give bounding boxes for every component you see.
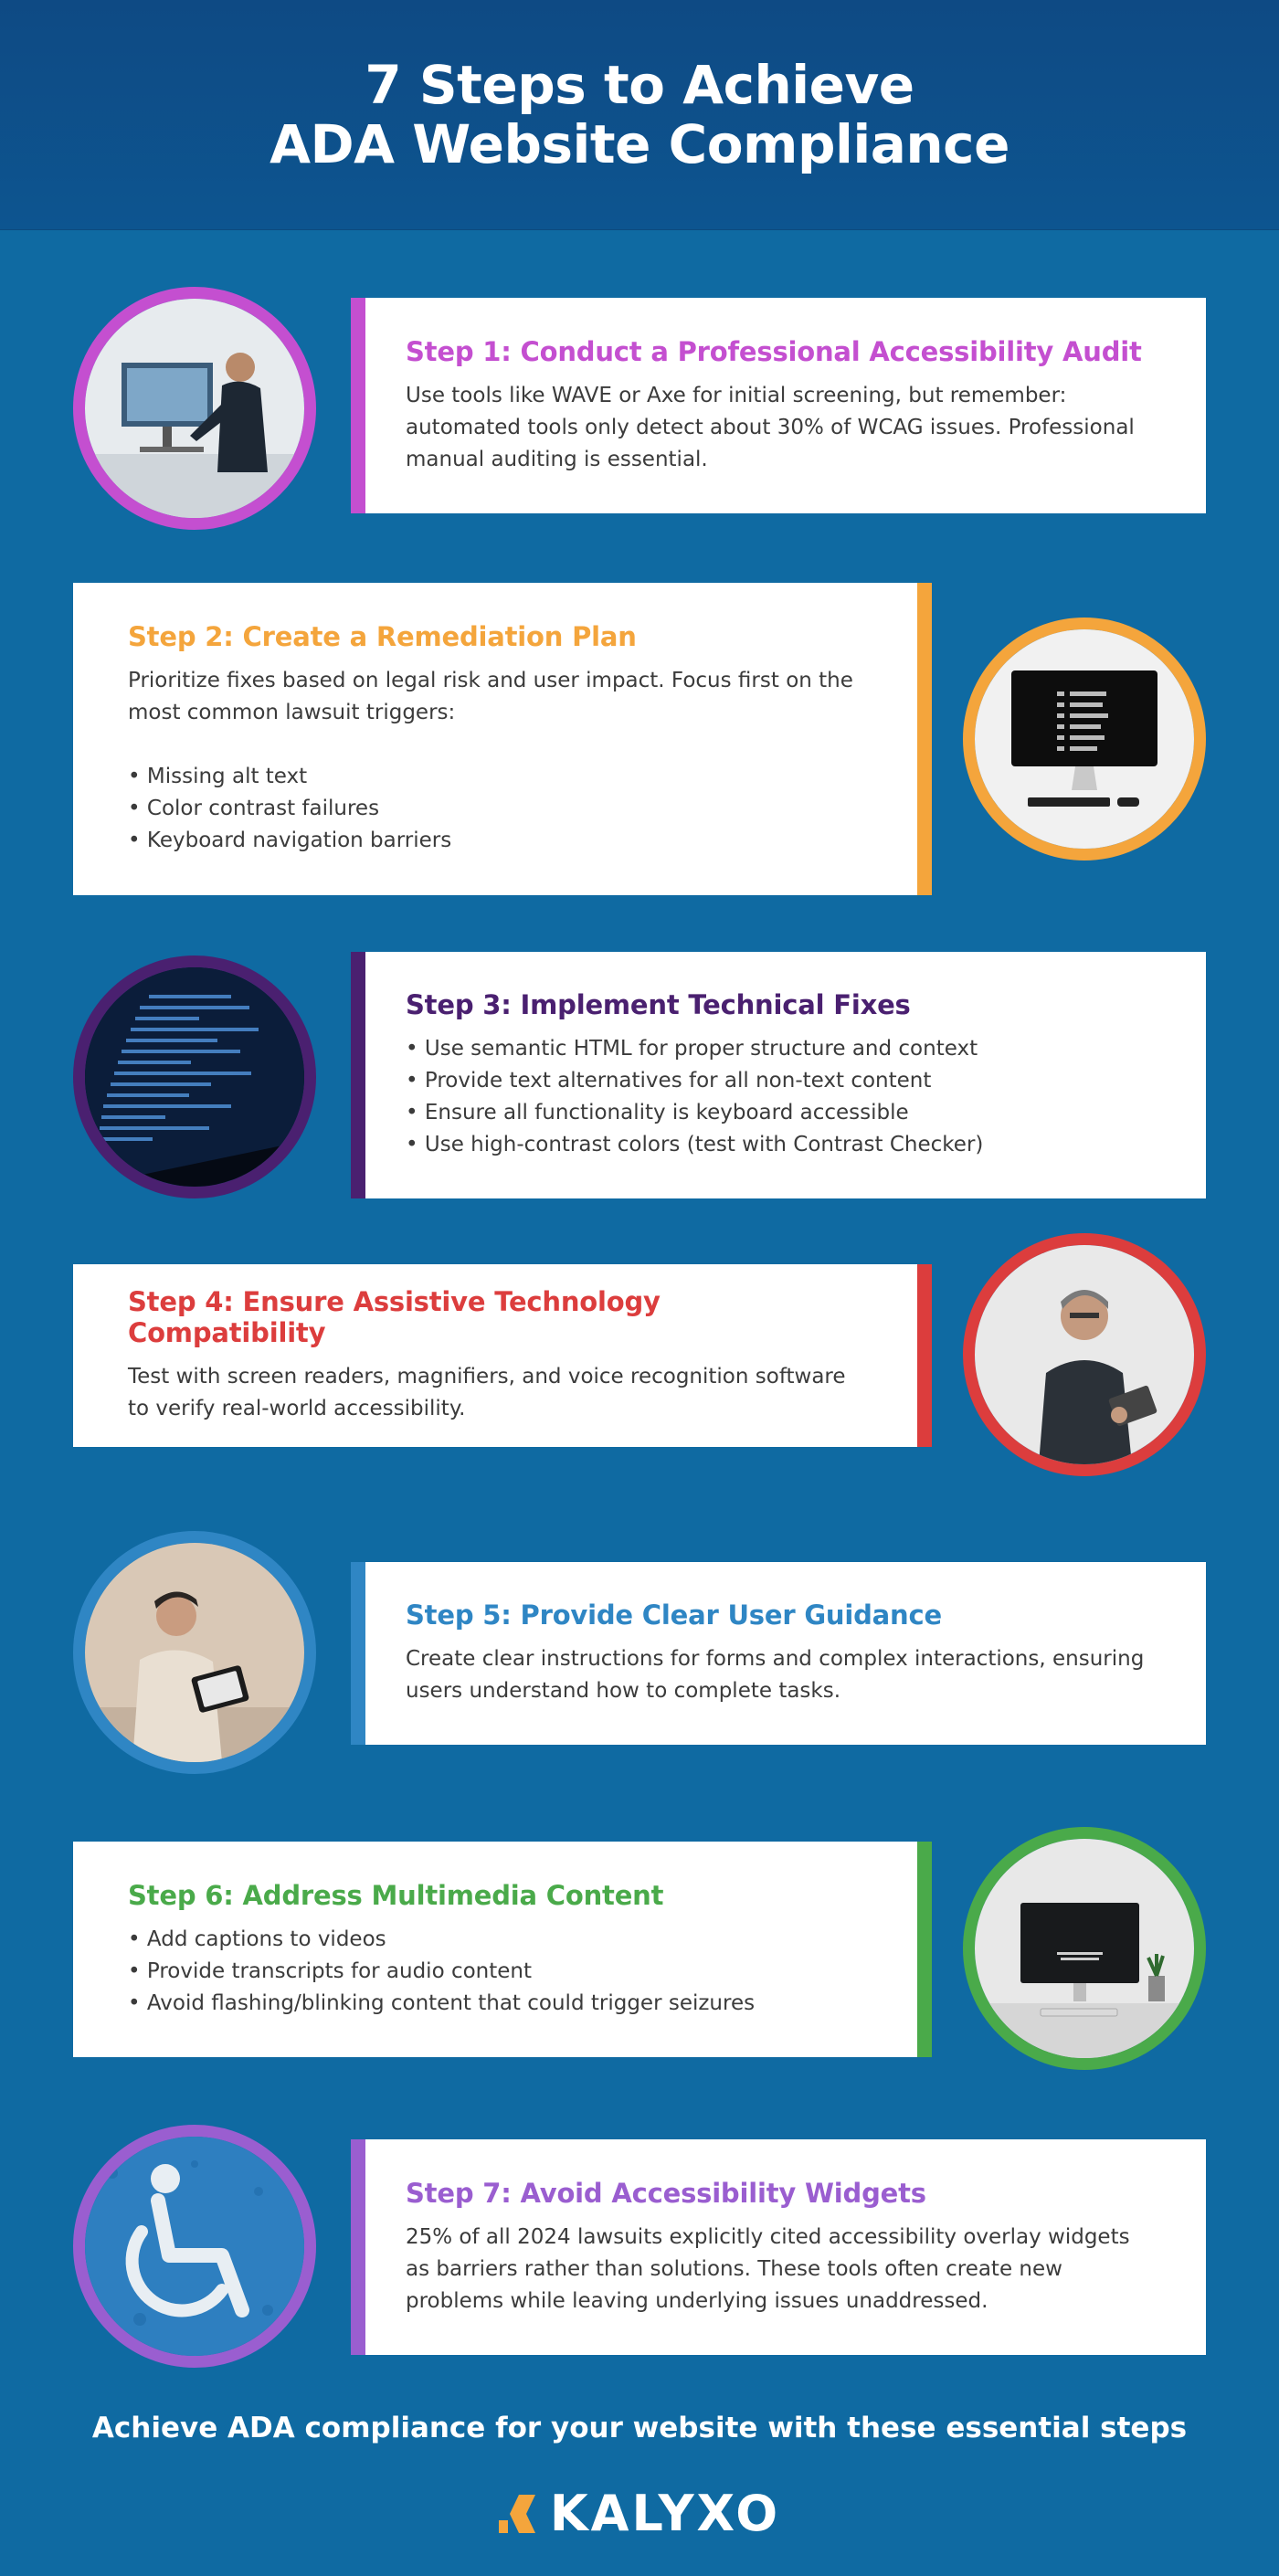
step-7-body: 25% of all 2024 lawsuits explicitly cited accessibility overlay widgets as barriers rather than solutions. These tools often create new problems while leaving underlying issues unaddressed. xyxy=(406,2224,1130,2313)
wheelchair-symbol-photo xyxy=(85,2137,304,2356)
step-1-card xyxy=(351,298,1206,513)
step-2-card xyxy=(73,583,932,895)
list-item: • Provide text alternatives for all non-text content xyxy=(406,1065,1151,1097)
step-2-list xyxy=(128,761,862,857)
person-reading-tablet-photo xyxy=(85,1543,304,1762)
step-6-card xyxy=(73,1842,932,2057)
list-item: • Missing alt text xyxy=(128,761,862,793)
footer-tagline: Achieve ADA compliance for your website with these essential steps xyxy=(91,2412,1188,2444)
page-header xyxy=(0,0,1279,230)
desktop-monitor-checklist-photo xyxy=(975,629,1194,849)
step-4-title: Step 4: Ensure Assistive Technology Compatibility xyxy=(128,1286,661,1348)
list-item: • Add captions to videos xyxy=(128,1924,862,1956)
step-6-list xyxy=(128,1924,862,2020)
step-7-title: Step 7: Avoid Accessibility Widgets xyxy=(406,2177,926,2209)
step-7-image xyxy=(73,2125,316,2368)
monitor-with-captions-photo xyxy=(975,1839,1194,2058)
list-item: • Use semantic HTML for proper structure and context xyxy=(406,1033,1151,1065)
step-3-image xyxy=(73,955,316,1198)
step-2-title: Step 2: Create a Remediation Plan xyxy=(128,621,637,652)
brand-name: KALYXO xyxy=(549,2485,781,2542)
brand-mark-icon xyxy=(499,2491,544,2537)
brand-logo xyxy=(0,2485,1279,2542)
step-5-image xyxy=(73,1531,316,1774)
step-3-title: Step 3: Implement Technical Fixes xyxy=(406,989,911,1020)
step-4-body: Test with screen readers, magnifiers, and voice recognition software to verify real-world accessibility. xyxy=(128,1365,846,1420)
page-title xyxy=(270,53,1009,175)
step-6-image xyxy=(963,1827,1206,2070)
step-1-body: Use tools like WAVE or Axe for initial screening, but remember: automated tools only detect about 30% of WCAG issues. Professional manual auditing is essential. xyxy=(406,383,1135,471)
page-title-line-1: 7 Steps to Achieve xyxy=(365,53,914,116)
step-4-card xyxy=(73,1264,932,1447)
list-item: • Color contrast failures xyxy=(128,793,862,825)
step-4-image xyxy=(963,1233,1206,1476)
page-title-line-2: ADA Website Compliance xyxy=(270,112,1009,175)
list-item: • Keyboard navigation barriers xyxy=(128,825,862,857)
list-item: • Ensure all functionality is keyboard accessible xyxy=(406,1097,1151,1129)
step-3-card xyxy=(351,952,1206,1198)
man-with-tablet-photo xyxy=(975,1245,1194,1464)
step-2-image xyxy=(963,618,1206,860)
step-5-card xyxy=(351,1562,1206,1745)
step-5-body: Create clear instructions for forms and complex interactions, ensuring users understand how to complete tasks. xyxy=(406,1647,1145,1703)
step-5-title: Step 5: Provide Clear User Guidance xyxy=(406,1599,942,1631)
step-6-title: Step 6: Address Multimedia Content xyxy=(128,1879,664,1911)
step-1-image xyxy=(73,287,316,530)
step-7-card xyxy=(351,2139,1206,2355)
step-1-title: Step 1: Conduct a Professional Accessibility Audit xyxy=(406,335,1142,367)
list-item: • Provide transcripts for audio content xyxy=(128,1956,862,1988)
person-at-computer-photo xyxy=(85,299,304,518)
list-item: • Use high-contrast colors (test with Contrast Checker) xyxy=(406,1129,1151,1161)
code-on-screen-photo xyxy=(85,967,304,1187)
list-item: • Avoid flashing/blinking content that could trigger seizures xyxy=(128,1988,862,2020)
step-2-intro: Prioritize fixes based on legal risk and user impact. Focus first on the most common lawsuit triggers: xyxy=(128,669,853,724)
step-3-list xyxy=(406,1033,1151,1161)
